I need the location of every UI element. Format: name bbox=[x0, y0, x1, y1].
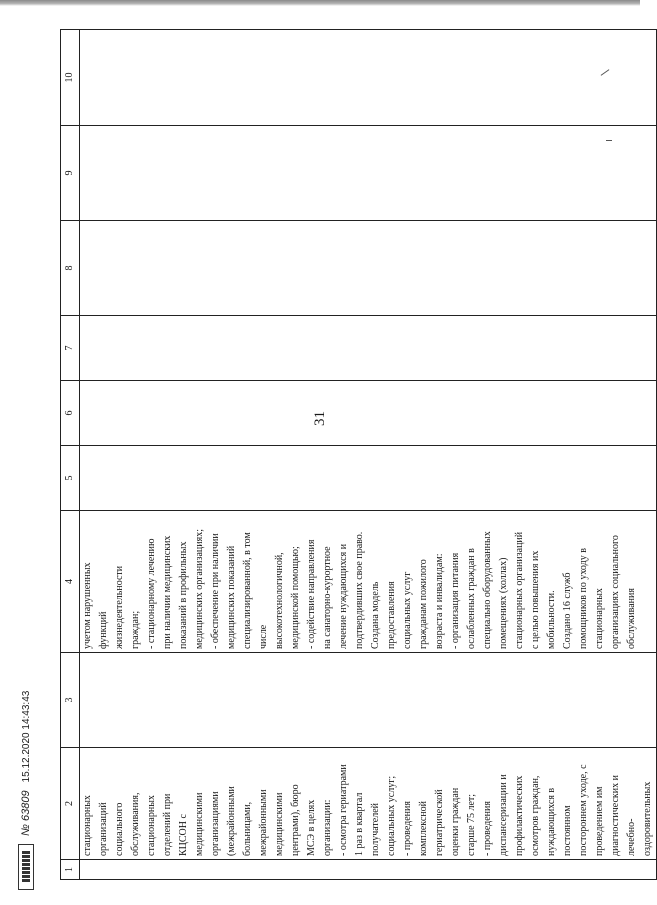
cell-col-9 bbox=[80, 126, 657, 221]
page-number: 31 bbox=[312, 411, 328, 426]
data-table bbox=[60, 29, 657, 880]
column-header-10: 10 bbox=[61, 30, 80, 126]
column-header-3: 3 bbox=[61, 653, 80, 748]
cell-col-6 bbox=[80, 381, 657, 446]
table-row bbox=[80, 30, 657, 880]
rotated-table bbox=[60, 30, 653, 880]
column-header-7: 7 bbox=[61, 316, 80, 381]
column-header-1: 1 bbox=[61, 860, 80, 880]
column-header-4: 4 bbox=[61, 511, 80, 653]
cell-col-10 bbox=[80, 30, 657, 126]
header-row bbox=[61, 30, 80, 880]
pen-mark bbox=[606, 140, 612, 141]
column-header-5: 5 bbox=[61, 446, 80, 511]
cell-col-2: стационарных организаций социального обслуживания, стационарных отделений при КЦСОН с медицинскими организациями (межрайонными больницами, межрайонными медицинскими центрами), бюро МСЭ в целях организации: - осмотра гериатрами 1 раз в квартал получателей социальных услуг; - проведения комплексной гериатрической оценки граждан старше 75 лет; - проведения диспансеризации и профилактических осмотров граждан, нуждающихся в постоянном постороннем уходе, с проведением им диагностических и лечебно- оздоровительных bbox=[80, 748, 657, 860]
scan-edge bbox=[0, 0, 640, 6]
column-header-9: 9 bbox=[61, 126, 80, 221]
cell-col-7 bbox=[80, 316, 657, 381]
document-footer bbox=[18, 691, 34, 890]
cell-col-3 bbox=[80, 653, 657, 748]
column-header-6: 6 bbox=[61, 381, 80, 446]
column-header-8: 8 bbox=[61, 221, 80, 316]
cell-col-5 bbox=[80, 446, 657, 511]
column-header-2: 2 bbox=[61, 748, 80, 860]
cell-col-1 bbox=[80, 860, 657, 880]
cell-col-4: учетом нарушенных функций жизнедеятельности граждан; - стационарному лечению при наличии медицинских показаний в профильных медицинских организациях; - обеспечение при наличии медицинских показаний специализированной, в том числе высокотехнологичной, медицинской помощью; - содействие направления на санаторно-курортное лечение нуждающихся и подтвердивших свое право. Создана модель предоставления социальных услуг гражданам пожилого возраста и инвалидам: - организация питания ослабленных граждан в специально оборудованных помещениях (холлах) стационарных организаций с целью повышения их мобильности. Создано 16 служб помощников по уходу в стационарных организациях социального обслуживания bbox=[80, 511, 657, 653]
document-number: № 63809 bbox=[20, 790, 32, 836]
document-timestamp: 15.12.2020 14:43:43 bbox=[20, 690, 32, 783]
barcode-stamp-icon bbox=[18, 844, 34, 890]
cell-col-8 bbox=[80, 221, 657, 316]
